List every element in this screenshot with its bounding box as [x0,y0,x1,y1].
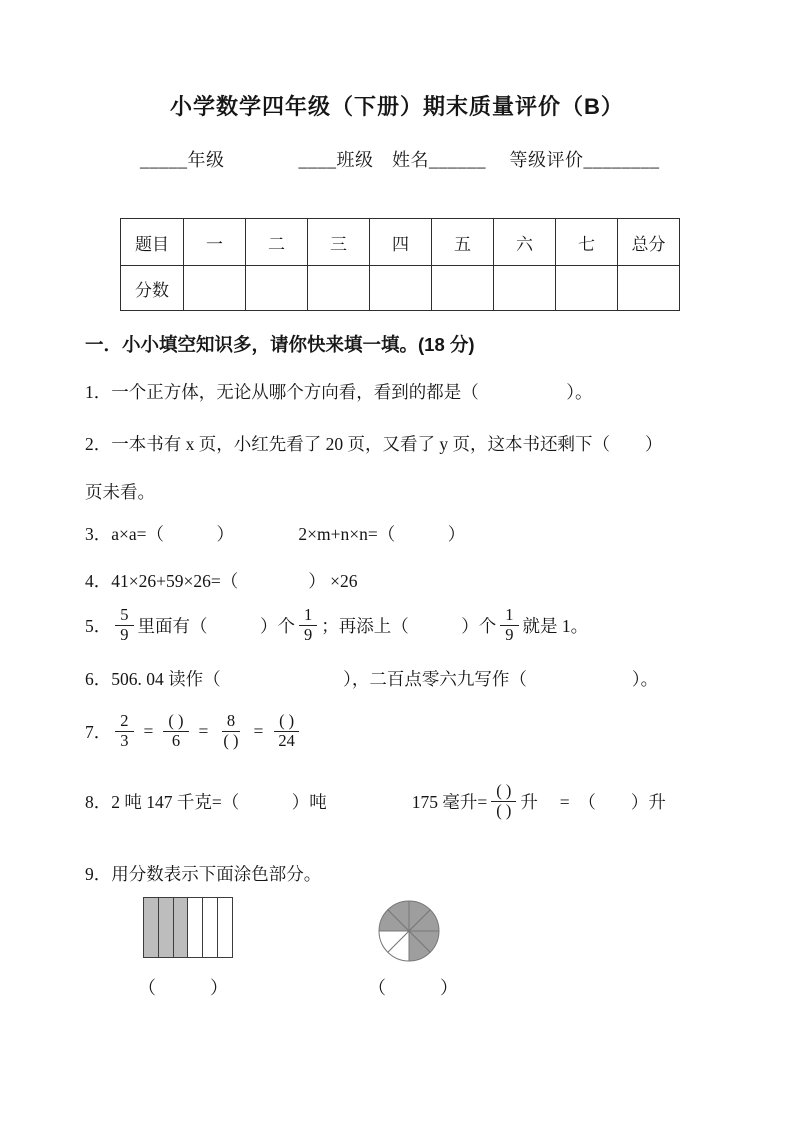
fraction-blank-blank: $\frac{( )}{( )}$ [491,782,516,821]
answer-blank-circle: （ ） [368,978,458,998]
score-cell-empty [370,266,432,311]
score-cell-empty [308,266,370,311]
score-table-cell-q7: 七 [556,219,618,266]
fraction-circle [377,899,441,963]
fraction-2-3: $\frac{2}{3}$ [115,712,133,751]
question-5-text3: 就是 1。 [522,615,589,636]
question-3-part1: 3．a×a=（ ） [85,524,235,544]
score-cell-empty [556,266,618,311]
question-5 [85,600,588,650]
fraction-rectangle [143,897,233,958]
score-table-cell-q1: 一 [184,219,246,266]
score-table-score-row [121,266,680,311]
question-5-number: 5． [85,615,112,636]
question-8-part2-pre: 175 毫升= [411,791,488,812]
fraction-1-9: $\frac{1}{9}$ [299,606,317,645]
score-table [120,218,680,311]
question-1: 1．一个正方体，无论从哪个方向看，看到的都是（ ）。 [85,382,593,402]
page-title: 小学数学四年级（下册）期末质量评价（B） [170,94,624,119]
answer-blank-rectangle: （ ） [138,978,228,998]
question-7 [85,705,304,757]
equals-sign: = [253,720,264,741]
question-4: 4．41×26+59×26=（ ） ×26 [85,571,358,591]
fraction-blank-6: $\frac{( )}{6}$ [163,712,188,751]
score-cell-empty [618,266,680,311]
fraction-1-9: $\frac{1}{9}$ [500,606,518,645]
question-5-text1: 里面有（ ）个 [137,615,295,636]
score-row-label: 分数 [121,266,184,311]
score-table-cell-topic: 题目 [121,219,184,266]
question-9: 9．用分数表示下面涂色部分。 [85,864,322,884]
question-3-part2: 2×m+n×n=（ ） [298,524,466,544]
score-table-cell-total: 总分 [618,219,680,266]
question-8-part1: 8．2 吨 147 千克=（ ）吨 [85,791,327,812]
question-2-line1: 2．一本书有 x 页，小红先看了 20 页，又看了 y 页，这本书还剩下（ ） [85,434,663,454]
score-cell-empty [494,266,556,311]
question-6: 6．506. 04 读作（ ），二百点零六九写作（ ）。 [85,669,659,689]
fraction-5-9: $\frac{5}{9}$ [115,606,133,645]
question-3 [85,521,465,546]
question-5-text2: ；再添上（ ）个 [321,615,497,636]
fraction-blank-24: $\frac{( )}{24}$ [273,712,300,751]
question-8 [85,775,666,827]
question-2-line2: 页未看。 [85,482,155,502]
question-8-part2 [412,782,666,821]
equals-sign: = [198,720,209,741]
score-cell-empty [432,266,494,311]
question-8-part2-post: 升 = （ ）升 [520,791,666,812]
score-table-cell-q5: 五 [432,219,494,266]
score-table-cell-q4: 四 [370,219,432,266]
score-table-cell-q6: 六 [494,219,556,266]
equals-sign: = [143,720,154,741]
section-1-heading: 一．小小填空知识多，请你快来填一填。(18 分) [85,334,475,355]
score-cell-empty [184,266,246,311]
score-table-cell-q3: 三 [308,219,370,266]
fraction-8-blank: $\frac{8}{( )}$ [223,710,239,750]
score-table-header-row [121,219,680,266]
question-7-number: 7． [85,721,112,742]
score-cell-empty [246,266,308,311]
student-info-line: _____年级 ____班级 姓名______ 等级评价________ [140,150,660,170]
score-table-cell-q2: 二 [246,219,308,266]
